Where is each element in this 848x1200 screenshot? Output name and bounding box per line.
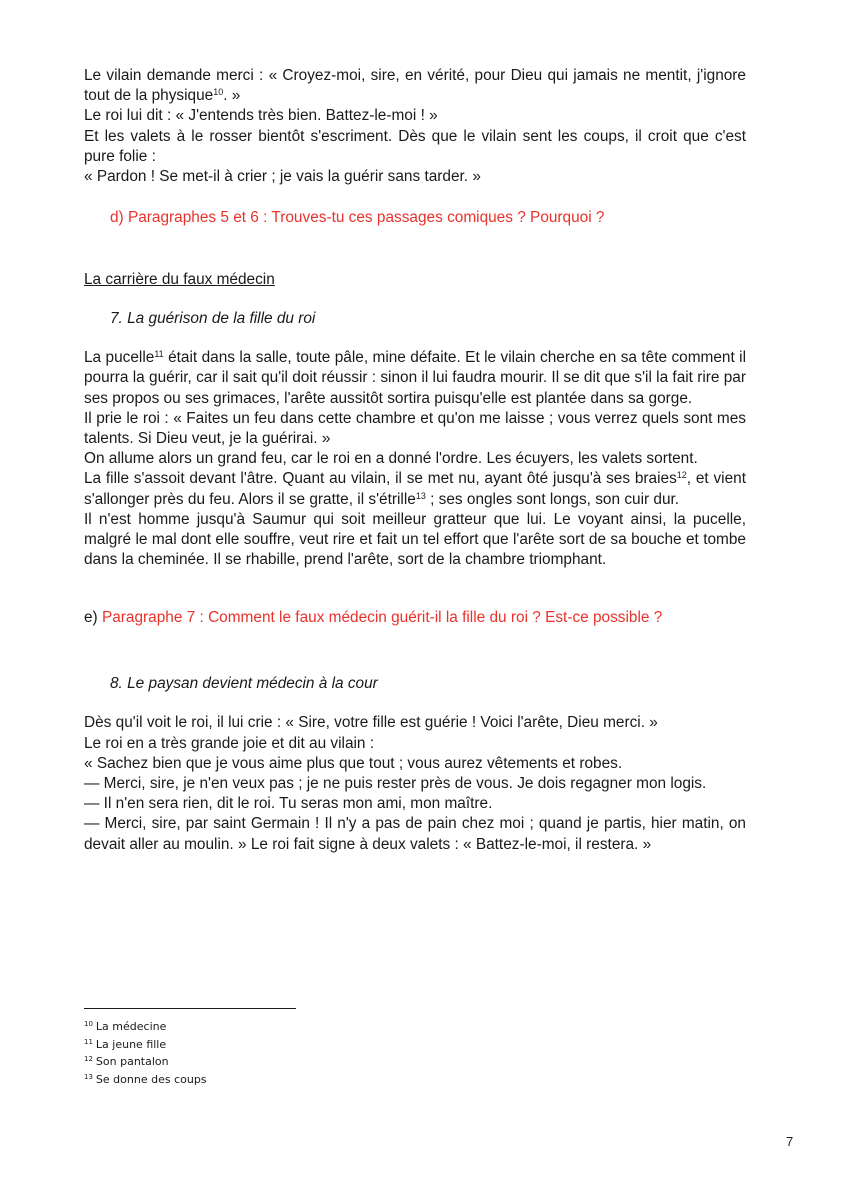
footnote-ref: 13 — [415, 490, 426, 501]
footnotes — [84, 1018, 207, 1088]
paragraph-text: était dans la salle, toute pâle, mine défaite. Et le vilain cherche en sa tête comment il pourra la guérir, car il sait qu'il doit réussir : sinon il lui faudra mourir. Il se dit que s'il la fait rire par ses propos ou ses grimaces, l'arête aussitôt sortira puisqu'elle est plantée dans sa gorge. — [84, 349, 746, 407]
paragraph: — Il n'en sera rien, dit le roi. Tu seras mon ami, mon maître. — [84, 795, 493, 813]
footnote-number: 13 — [84, 1072, 93, 1081]
paragraph: Il n'est homme jusqu'à Saumur qui soit meilleur gratteur que lui. Le voyant ainsi, la pucelle, malgré le mal dont elle souffre, veut rire et fait un tel effort que l'arête sort de sa bouche et tombe dans la cheminée. Il se rhabille, prend l'arête, sort de la chambre triomphant. — [84, 510, 746, 569]
question-d: d) Paragraphes 5 et 6 : Trouves-tu ces passages comiques ? Pourquoi ? — [110, 209, 605, 227]
footnote-number: 12 — [84, 1055, 93, 1064]
paragraph-text: La pucelle — [84, 349, 155, 367]
footnote-ref: 12 — [676, 470, 687, 481]
document-body — [84, 66, 746, 855]
paragraph-text: ; ses ongles sont longs, son cuir dur. — [425, 490, 680, 508]
subheading-7: 7. La guérison de la fille du roi — [110, 310, 316, 328]
question-text: Paragraphe 7 : Comment le faux médecin guérit-il la fille du roi ? Est-ce possible ? — [101, 609, 663, 627]
paragraph-text: La fille s'assoit devant l'âtre. Quant au vilain, il se met nu, ayant ôté jusqu'à ses braies — [84, 470, 677, 488]
paragraph — [84, 66, 746, 106]
page-number: 7 — [786, 1134, 794, 1149]
paragraph: Dès qu'il voit le roi, il lui crie : « Sire, votre fille est guérie ! Voici l'arête, Dieu merci. » — [84, 714, 658, 732]
paragraph-text: Le vilain demande merci : « Croyez-moi, sire, en vérité, pour Dieu qui jamais ne mentit, j'ignore tout de la physique — [84, 67, 746, 105]
paragraph — [84, 348, 746, 409]
paragraph-text: . » — [223, 87, 241, 105]
footnote — [84, 1053, 207, 1071]
paragraph: Le roi lui dit : « J'entends très bien. Battez-le-moi ! » — [84, 107, 438, 125]
paragraph: On allume alors un grand feu, car le roi en a donné l'ordre. Les écuyers, les valets sortent. — [84, 450, 698, 468]
paragraph — [84, 469, 746, 509]
paragraph: « Sachez bien que je vous aime plus que tout ; vous aurez vêtements et robes. — [84, 754, 623, 772]
paragraph: Et les valets à le rosser bientôt s'escriment. Dès que le vilain sent les coups, il croit que c'est pure folie : — [84, 127, 746, 165]
footnote-ref: 11 — [154, 349, 164, 360]
footnote-number: 10 — [84, 1020, 93, 1028]
footnote-text: La jeune fille — [95, 1037, 167, 1051]
footnote-text: Se donne des coups — [95, 1072, 207, 1086]
paragraph: Il prie le roi : « Faites un feu dans cette chambre et qu'on me laisse ; vous verrez quels sont mes talents. Si Dieu veut, je la guérirai. » — [84, 409, 746, 448]
paragraphs-8 — [84, 713, 746, 854]
paragraph: « Pardon ! Se met-il à crier ; je vais la guérir sans tarder. » — [84, 168, 481, 186]
subheading-8: 8. Le paysan devient médecin à la cour — [110, 675, 378, 693]
paragraph: — Merci, sire, par saint Germain ! Il n'y a pas de pain chez moi ; quand je partis, hier matin, on devait aller au moulin. » Le roi fait signe à deux valets : « Battez-le-moi, il restera. » — [84, 815, 746, 853]
question-e — [84, 608, 746, 628]
paragraph: Le roi en a très grande joie et dit au vilain : — [84, 734, 375, 752]
footnote — [84, 1036, 207, 1054]
section-heading: La carrière du faux médecin — [84, 271, 275, 289]
footnote — [84, 1018, 207, 1036]
footnote — [84, 1071, 207, 1089]
paragraph-text: , et vient s'allonger près du feu. Alors il se gratte, il s'étrille — [84, 470, 746, 508]
footnote-text: Son pantalon — [95, 1055, 169, 1069]
paragraphs-7 — [84, 348, 746, 570]
question-label: e) — [84, 609, 102, 627]
paragraph: — Merci, sire, je n'en veux pas ; je ne puis rester près de vous. Je dois regagner mon logis. — [84, 775, 707, 793]
footnote-separator — [84, 1008, 296, 1009]
footnote-ref: 10 — [213, 87, 224, 98]
footnote-text: La médecine — [95, 1020, 167, 1033]
paragraphs-top — [84, 66, 746, 187]
footnote-number: 11 — [84, 1037, 93, 1046]
